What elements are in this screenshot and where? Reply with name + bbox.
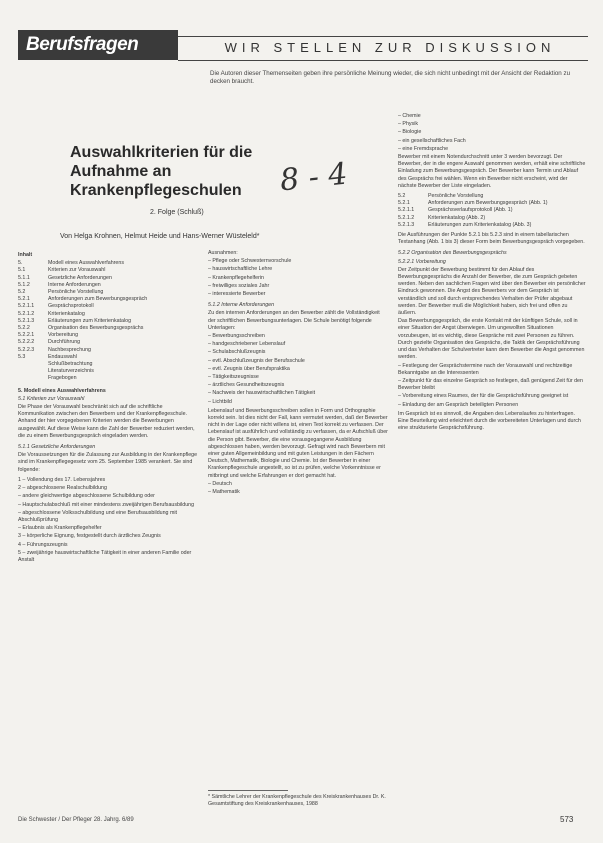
section-5-2-toc bbox=[398, 193, 586, 229]
list-item: – Tätigkeitszeugnisse bbox=[208, 374, 259, 381]
toc-number bbox=[18, 361, 48, 368]
banner-rule-bottom bbox=[178, 60, 588, 61]
handwritten-note: 8 - 4 bbox=[278, 156, 350, 199]
footer-journal: Die Schwester / Der Pfleger 28. Jahrg. 6/89 bbox=[18, 817, 134, 823]
toc-text: Durchführung bbox=[48, 339, 81, 346]
list-item: – hauswirtschaftliche Lehre bbox=[208, 266, 273, 273]
toc-text: Kriterienkatalog (Abb. 2) bbox=[428, 214, 486, 221]
list-item: – abgeschlossene Volksschulbildung und eine Berufsausbildung mit Abschlußprüfung bbox=[18, 509, 178, 523]
list-item: 5 – zweijährige hauswirtschaftliche Tätigkeit in einer anderen Familie oder Anstalt bbox=[18, 549, 192, 563]
toc-row bbox=[18, 267, 198, 274]
toc-row bbox=[18, 375, 198, 382]
toc-row bbox=[398, 193, 586, 200]
table-of-contents bbox=[18, 260, 198, 382]
toc-number: 5.2.1.2 bbox=[398, 214, 415, 221]
list-item: 3 – körperliche Eignung, festgestellt durch ärztliches Zeugnis bbox=[18, 533, 161, 540]
toc-text: Organisation des Bewerbungsgesprächs bbox=[48, 325, 144, 332]
toc-number: 5.2.1 bbox=[398, 200, 410, 207]
disclaimer: Die Autoren dieser Themenseiten geben ihre persönliche Meinung wieder, die sich nicht unbedingt mit der Ansicht der Redaktion zu decken braucht. bbox=[210, 70, 571, 85]
column-1 bbox=[18, 250, 198, 565]
toc-row bbox=[398, 222, 586, 229]
toc-text: Anforderungen zum Bewerbungsgespräch (Abb. 1) bbox=[428, 200, 548, 207]
list-item: – Mathematik bbox=[208, 489, 240, 496]
section-5-2-2-heading: 5.2.2 Organisation des Bewerbungsgesprächs bbox=[398, 250, 507, 257]
toc-number: 5.2.1.1 bbox=[398, 207, 415, 214]
toc-row bbox=[18, 303, 198, 310]
footnote: * Sämtliche Lehrer der Krankenpflegeschule des Kreiskrankenhauses Dr. K. Gesamtstiftung des Kreiskrankenhauses, 1988 bbox=[208, 794, 386, 808]
section-label: Berufsfragen bbox=[18, 30, 178, 60]
list-item: – Biologie bbox=[398, 129, 422, 136]
toc-row bbox=[18, 311, 198, 318]
toc-row bbox=[18, 368, 198, 375]
toc-number bbox=[18, 368, 48, 375]
toc-row bbox=[18, 347, 198, 354]
banner-rule-top bbox=[178, 36, 588, 37]
list-item: 2 – abgeschlossene Realschulbildung bbox=[18, 485, 107, 492]
toc-text: Persönliche Vorstellung bbox=[48, 289, 104, 296]
list-item: – andere gleichwertige abgeschlossene Schulbildung oder bbox=[18, 493, 155, 500]
subjects-list bbox=[208, 481, 388, 496]
toc-row bbox=[398, 200, 586, 207]
section-5-1-2-text: Zu den internen Anforderungen an den Bewerber zählt die Vollständigkeit der schriftlichen Bewerbungsunterlagen. Die Schule benötigt folgende Unterlagen: bbox=[208, 310, 380, 331]
page-number: 573 bbox=[560, 815, 574, 824]
toc-row bbox=[18, 289, 198, 296]
toc-text: Erläuterungen zum Kriterienkatalog bbox=[48, 317, 132, 324]
section-5-1-1-heading: 5.1.1 Gesetzliche Anforderungen bbox=[18, 444, 96, 451]
toc-number: 5.2.2 bbox=[18, 325, 30, 332]
exceptions-list bbox=[208, 258, 388, 298]
toc-text: Anforderungen zum Bewerbungsgespräch bbox=[48, 296, 148, 303]
column-3-text-5: Im Gespräch ist es sinnvoll, die Angaben des Lebenslaufes zu hinterfragen. Eine Beurteilung wird erleichtert durch die vorbereiteten Unterlagen und durch eine strukturierte Gesprächsführung. bbox=[398, 410, 581, 432]
toc-row bbox=[18, 354, 198, 361]
list-item: – Pflege oder Schwesternvorschule bbox=[208, 258, 292, 265]
list-item: 1 – Vollendung des 17. Lebensjahres bbox=[18, 476, 106, 483]
list-item: – evtl. Abschlußzeugnis der Berufsschule bbox=[208, 357, 305, 364]
section-5-heading: 5. Modell eines Auswahlverfahrens bbox=[18, 387, 106, 394]
list-item: – Vorbereitung eines Raumes, der für die Gesprächsführung geeignet ist bbox=[398, 393, 569, 400]
toc-number: 5.2.1.3 bbox=[398, 221, 415, 228]
toc-text: Fragebogen bbox=[48, 375, 77, 382]
toc-text: Schlußbetrachtung bbox=[48, 361, 93, 368]
list-item: – Chemie bbox=[398, 113, 421, 119]
section-5-2-2-1-heading: 5.2.2.1 Vorbereitung bbox=[398, 258, 446, 265]
requirements-list bbox=[18, 477, 198, 564]
list-item: – handgeschriebener Lebenslauf bbox=[208, 341, 286, 348]
toc-number: 5.2.1 bbox=[18, 296, 30, 303]
list-item: – Festlegung der Gesprächstermine nach der Vorauswahl und rechtzeitige Bekanntgabe an die Interessenten bbox=[398, 362, 573, 376]
list-item: – Hauptschulabschluß mit einer mindestens zweijährigen Berufsausbildung bbox=[18, 501, 195, 508]
toc-heading: Inhalt bbox=[18, 252, 33, 258]
toc-number: 5.1.2 bbox=[18, 281, 30, 288]
article-part: 2. Folge (Schluß) bbox=[150, 209, 204, 216]
column-3-text-3: Der Zeitpunkt der Bewerbung bestimmt für den Ablauf des Bewerbungsgesprächs die Anzahl der Bewerber, die zum Gespräch gebeten werden. Neben den sachlichen Fragen wird über den Bewerber ein persönlicher Eindruck gewonnen. Die Angst des Bewerbers vor dem Gespräch ist verständlich und soll durch entsprechendes Verhalten der Prüfer abgebaut werden. Der Bewerber muß die Möglichkeit haben, sich frei und offen zu äußern. bbox=[398, 266, 586, 317]
section-5-1-heading: 5.1 Kriterien zur Vorauswahl bbox=[18, 395, 85, 402]
toc-number: 5.2.2.2 bbox=[18, 339, 35, 346]
list-item: – Lichtbild bbox=[208, 398, 232, 405]
toc-row bbox=[398, 215, 586, 222]
article-authors: Von Helga Krohnen, Helmut Heide und Hans-Werner Wüsteleld* bbox=[60, 233, 260, 240]
toc-row bbox=[18, 260, 198, 267]
section-5-1-1-text: Die Voraussetzungen für die Zulassung zur Ausbildung in der Krankenpflege sind im Krankenpflegegesetz vom 25. September 1985 verankert. Sie sind folgende: bbox=[18, 452, 198, 473]
list-item: – Zeitpunkt für das einzelne Gespräch so festlegen, daß genügend Zeit für den Bewerber bleibt bbox=[398, 377, 583, 392]
list-item: – Nachweis der hauswirtschaftlichen Tätigkeit bbox=[208, 390, 316, 397]
list-item: – ärztliches Gesundheitszeugnis bbox=[208, 382, 285, 389]
toc-text: Gesprächsprotokoll bbox=[48, 303, 94, 310]
toc-row bbox=[18, 282, 198, 289]
column-2-body: Lebenslauf und Bewerbungsschreiben sollen in Form und Orthographie korrekt sein. Ist dies nicht der Fall, kann vermutet werden, daß der Bewerber nicht in der Lage oder nicht willens ist, einen Text korrekt zu verfassen. Der Lebenslauf ist ausführlich und vollständig zu verfassen, da er Aufschluß über die Person gibt. Bewerber, die eine vorausgegangene Ausbildung abgeschlossen haben, werden bevorzugt. Gefragt wird nach Bewerbern mit einer guten Allgemeinbildung und mit guten Leistungen in den Fächern Deutsch, Mathematik, Biologie und Chemie. Ist der Bewerber in einer Krankenpflegeschule angestellt, so ist zu prüfen, welche Vorkenntnisse er mitbringt und welche Erfahrungen er dort gemacht hat. bbox=[208, 407, 388, 479]
list-item: – freiwilliges soziales Jahr bbox=[208, 282, 270, 289]
list-item: – Bewerbungsschreiben bbox=[208, 333, 265, 340]
banner-title: WIR STELLEN ZUR DISKUSSION bbox=[224, 40, 556, 55]
toc-number: 5. bbox=[18, 260, 23, 267]
toc-text: Kriterien zur Vorauswahl bbox=[48, 267, 106, 274]
column-3-text-1: Bewerber mit einem Notendurchschnitt unter 3 werden bevorzugt. Der Bewerber, der in die engere Auswahl genommen werden, erhält eine schriftliche Einladung zum Bewerbungsgespräch. Der Bewerber kann Termin und Ablauf des Gesprächs frei wählen. Wenn ein Bewerber nicht erscheint, wird der nächste Bewerber der Liste eingeladen. bbox=[398, 154, 586, 189]
list-item: – interessierte Bewerber bbox=[208, 291, 266, 298]
toc-number: 5.2.1.3 bbox=[18, 317, 35, 324]
toc-row bbox=[398, 207, 586, 214]
list-item: – eine Fremdsprache bbox=[398, 145, 449, 152]
toc-text: Kriterienkatalog bbox=[48, 310, 85, 317]
toc-number: 5.2.2.3 bbox=[18, 346, 35, 353]
toc-number: 5.1 bbox=[18, 267, 26, 274]
column-2 bbox=[208, 250, 388, 497]
list-item: – Deutsch bbox=[208, 480, 232, 487]
footnote-rule bbox=[208, 790, 288, 791]
toc-text: Vorbereitung bbox=[48, 332, 79, 339]
column-3-text-4: Das Bewerbungsgespräch, die erste Kontakt mit der künftigen Schule, soll in einer Situation der Angst überwiegen. Um ungewollten Situationen vorzubeugen, ist es wichtig, diese Gespräche mit zwei Personen zu führen. Durch gezielte Organisation des Gesprächs, die Taktik der Gesprächsführung und das Verhalten der Schulvertreter kann dem Bewerber die Angst genommen werden. bbox=[398, 318, 585, 361]
preparation-list bbox=[398, 363, 586, 409]
toc-number: 5.2.2.1 bbox=[18, 332, 35, 339]
toc-row bbox=[18, 275, 198, 282]
toc-row bbox=[18, 296, 198, 303]
toc-number: 5.3 bbox=[18, 353, 26, 360]
toc-text: Gesprächsverlaufsprotokoll (Abb. 1) bbox=[428, 207, 513, 214]
list-item: – ein gesellschaftliches Fach bbox=[398, 137, 466, 144]
list-item: – Krankenpflegehelferin bbox=[208, 274, 264, 281]
list-item: 4 – Führungszeugnis bbox=[18, 541, 68, 548]
toc-text: Modell eines Auswahlverfahrens bbox=[48, 260, 124, 267]
toc-row bbox=[18, 339, 198, 346]
article-title: Auswahlkriterien für die Aufnahme an Krankenpflegeschulen bbox=[70, 144, 253, 199]
toc-text: Nachbesprechung bbox=[48, 346, 91, 353]
list-item: – Schulabschlußzeugnis bbox=[208, 349, 266, 356]
toc-number: 5.2.1.1 bbox=[18, 303, 35, 310]
toc-text: Persönliche Vorstellung bbox=[428, 193, 484, 200]
exceptions-heading: Ausnahmen: bbox=[208, 250, 238, 256]
toc-number: 5.2 bbox=[18, 289, 26, 296]
toc-text: Erläuterungen zum Kriterienkatalog (Abb. 3) bbox=[428, 221, 532, 228]
toc-number bbox=[18, 375, 48, 382]
list-item: – evtl. Zeugnis über Berufspraktika bbox=[208, 365, 290, 372]
documents-list bbox=[208, 333, 388, 406]
toc-text: Interne Anforderungen bbox=[48, 281, 101, 288]
toc-number: 5.2 bbox=[398, 193, 406, 200]
toc-text: Endauswahl bbox=[48, 353, 77, 360]
toc-text: Literaturverzeichnis bbox=[48, 368, 94, 375]
toc-number: 5.1.1 bbox=[18, 274, 30, 281]
column-3-text-2: Die Ausführungen der Punkte 5.2.1 bis 5.2.3 sind in einem tabellarischen Textanhang (Abb. 1 bis 3) dieser Form beim Bewerbungsgespräch vorgegeben. bbox=[398, 232, 585, 246]
section-5-1-text: Die Phase der Vorauswahl beschränkt sich auf die schriftliche Kommunikation zwischen den Bewerbern und der Krankenpflegeschule. Anhand der hier vorgegebenen Kriterien werden die Bewerbungen ausgewählt. Auf diese Weise kann die Zahl der Bewerber reduziert werden, die zu einem Bewerbungsgespräch eingeladen werden. bbox=[18, 404, 195, 439]
column-3 bbox=[398, 113, 586, 433]
section-5-1-2-heading: 5.1.2 Interne Anforderungen bbox=[208, 302, 275, 309]
list-item: – Einladung der am Gespräch beteiligten Personen bbox=[398, 401, 519, 408]
list-item: – Physik bbox=[398, 121, 419, 128]
toc-row bbox=[18, 325, 198, 332]
toc-text: Gesetzliche Anforderungen bbox=[48, 274, 112, 281]
list-item: – Erlaubnis als Krankenpflegehelfer bbox=[18, 525, 102, 532]
toc-row bbox=[18, 332, 198, 339]
toc-row bbox=[18, 318, 198, 325]
toc-row bbox=[18, 361, 198, 368]
toc-number: 5.2.1.2 bbox=[18, 310, 35, 317]
subjects-list-continued bbox=[398, 113, 586, 153]
